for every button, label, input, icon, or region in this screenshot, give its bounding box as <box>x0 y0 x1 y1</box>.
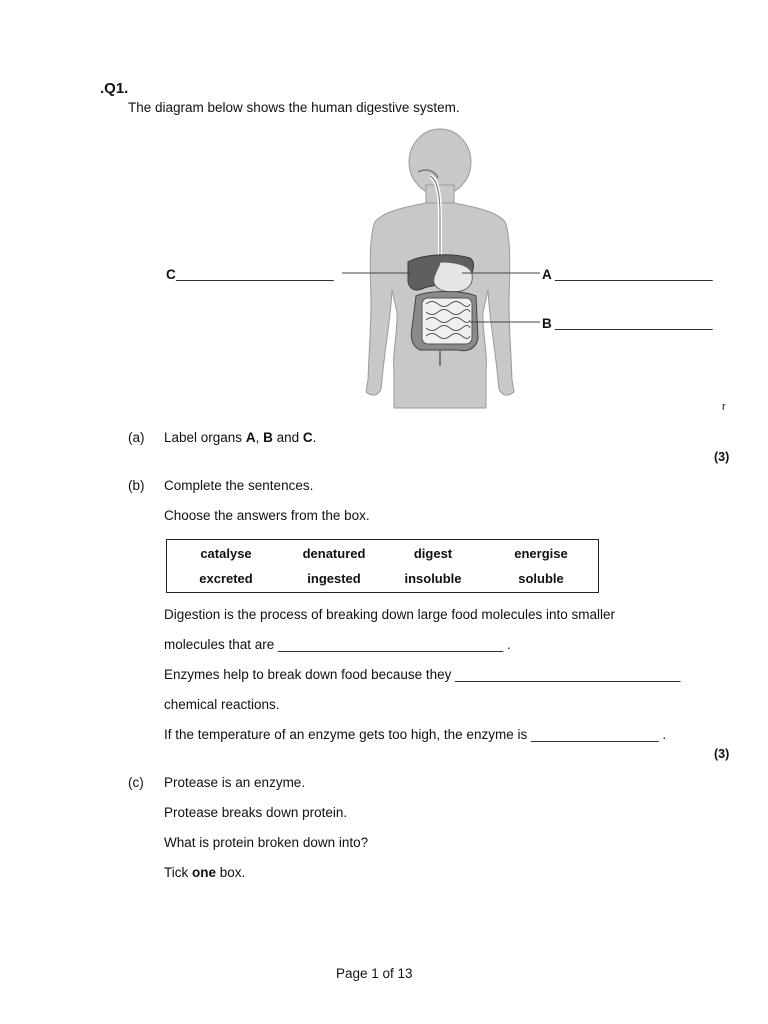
word-option: denatured <box>302 546 366 561</box>
part-a-letter: (a) <box>128 430 145 445</box>
sentence-1-line-1: Digestion is the process of breaking down large food molecules into smaller <box>164 607 615 622</box>
page-number: Page 1 of 13 <box>336 966 413 981</box>
part-b-marks: (3) <box>714 747 730 761</box>
part-a-text <box>164 430 316 445</box>
sentence-1-line-2[interactable]: molecules that are ______________________________ . <box>164 637 511 652</box>
part-c-line-2: Protease breaks down protein. <box>164 805 348 820</box>
small-intestine-shape <box>422 298 472 344</box>
part-a-bold-c: C <box>302 430 313 445</box>
word-option: digest <box>413 546 453 561</box>
part-c-letter: (c) <box>128 775 144 790</box>
stomach-shape <box>434 262 473 292</box>
label-b: B <box>542 316 552 331</box>
answer-blank-c[interactable]: _____________________ <box>176 266 334 281</box>
word-option: excreted <box>199 571 253 586</box>
question-number: .Q1. <box>100 80 129 97</box>
stray-mark: r <box>722 401 726 413</box>
word-option: energise <box>514 546 568 561</box>
label-a: A <box>542 267 552 282</box>
part-a-bold-a: A <box>245 430 256 445</box>
part-c-line-3: What is protein broken down into? <box>164 835 369 850</box>
digestive-system-diagram <box>0 0 768 420</box>
part-a-text-pre: Label organs <box>164 430 246 445</box>
part-b-instruction-1: Complete the sentences. <box>164 478 314 493</box>
sentence-3[interactable]: If the temperature of an enzyme gets too high, the enzyme is _________________ . <box>164 727 667 742</box>
part-a-sep2: and <box>272 430 303 445</box>
answer-blank-a[interactable]: _____________________ <box>555 266 713 281</box>
part-c-tick-instruction <box>164 865 245 880</box>
part-b-instruction-2: Choose the answers from the box. <box>164 508 370 523</box>
word-option: insoluble <box>404 571 462 586</box>
part-c-line-1: Protease is an enzyme. <box>164 775 306 790</box>
part-a-end: . <box>312 430 317 445</box>
word-box <box>166 539 599 593</box>
part-a-sep1: , <box>255 430 264 445</box>
answer-blank-b[interactable]: _____________________ <box>555 315 713 330</box>
sentence-2-line-2: chemical reactions. <box>164 697 280 712</box>
tick-pre: Tick <box>164 865 192 880</box>
part-b-letter: (b) <box>128 478 145 493</box>
word-option: catalyse <box>200 546 252 561</box>
part-a-bold-b: B <box>263 430 273 445</box>
question-intro: The diagram below shows the human digestive system. <box>128 100 460 115</box>
sentence-2-line-1[interactable]: Enzymes help to break down food because they ______________________________ <box>164 667 681 682</box>
word-option: ingested <box>307 571 361 586</box>
tick-bold: one <box>192 865 217 880</box>
part-a-marks: (3) <box>714 450 730 464</box>
word-option: soluble <box>518 571 564 586</box>
label-c: C <box>166 267 176 282</box>
tick-post: box. <box>216 865 246 880</box>
